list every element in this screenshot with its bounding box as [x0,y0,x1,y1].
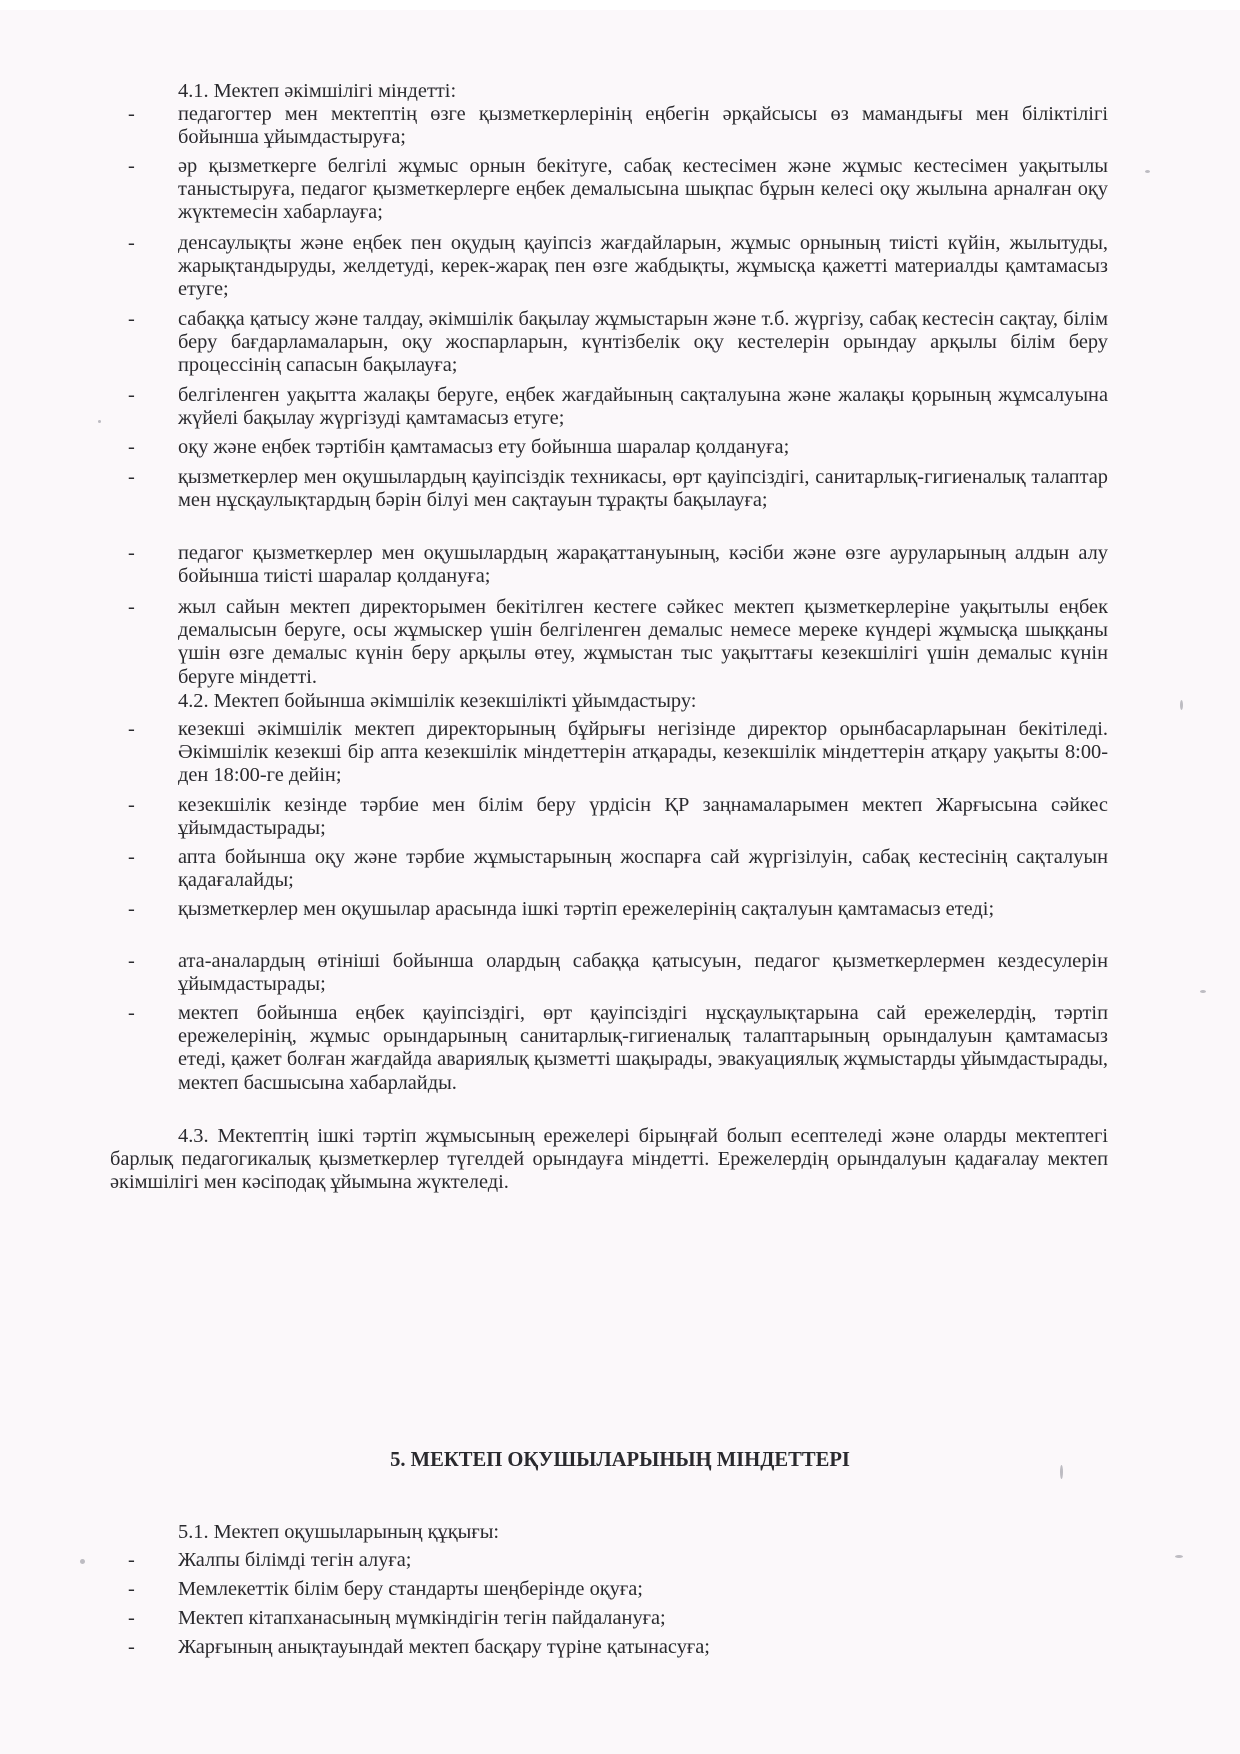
bullet-dash: - [128,384,135,406]
section-5-1-title: 5.1. Мектеп оқушыларының құқығы: [178,1521,500,1543]
list-item: - Мемлекеттік білім беру стандарты шеңберінде оқуға; [128,1578,643,1600]
bullet-dash: - [128,155,135,177]
scan-speck [1060,1465,1063,1479]
list-item: - оқу және еңбек тәртібін қамтамасыз ету бойынша шаралар қолдануға; [128,436,790,458]
list-item: - кезекші әкімшілік мектеп директорының бұйрығы негізінде директор орынбасарларынан бекітіледі. Әкімшілік кезекші бір апта кезекшілік міндеттерін атқарады, кезекшілік міндеттерін атқару уақыты 8:00-ден 18:00-ге дейін; [128,718,1108,787]
scan-speck [98,420,101,423]
bullet-dash: - [128,466,135,488]
bullet-dash: - [128,794,135,816]
bullet-dash: - [128,308,135,330]
bullet-dash: - [128,846,135,868]
bullet-dash: - [128,950,135,972]
section-4-1-title: 4.1. Мектеп әкімшілігі міндетті: [178,80,457,102]
bullet-dash: - [128,103,135,125]
bullet-dash: - [128,718,135,740]
list-item: - Жалпы білімді тегін алуға; [128,1549,412,1571]
list-item: - сабаққа қатысу және талдау, әкімшілік бақылау жұмыстарын және т.б. жүргізу, сабақ кестесін сақтау, білім беру бағдарламаларын, оқу жоспарларын, күнтізбелік оқу кестелерін орындау арқылы білім беру процессінің сапасын бақылауға; [128,308,1108,377]
bullet-dash: - [128,542,135,564]
list-item: - Мектеп кітапханасының мүмкіндігін тегін пайдалануға; [128,1607,666,1629]
list-item: - Жарғының анықтауындай мектеп басқару түріне қатынасуға; [128,1636,710,1658]
scan-speck [1200,990,1206,993]
bullet-dash: - [128,596,135,618]
bullet-dash: - [128,1002,135,1024]
list-item: - педагог қызметкерлер мен оқушылардың жарақаттануының, кәсіби және өзге ауруларының алдын алу бойынша тиісті шаралар қолдануға; [128,542,1108,588]
bullet-dash: - [128,1607,135,1629]
list-item: - қызметкерлер мен оқушылар арасында ішкі тәртіп ережелерінің сақталуын қамтамасыз етеді; [128,898,995,920]
bullet-dash: - [128,436,135,458]
bullet-dash: - [128,1578,135,1600]
list-item: - әр қызметкерге белгілі жұмыс орнын бекітуге, сабақ кестесімен және жұмыс кестесімен уақытылы таныстыруға, педагог қызметкерлерге еңбек демалысына шықпас бұрын келесі оқу жылына арналған оқу жүктемесін хабарлауға; [128,155,1108,224]
bullet-dash: - [128,1636,135,1658]
scan-speck [80,1559,85,1564]
list-item: - апта бойынша оқу және тәрбие жұмыстарының жоспарға сай жүргізілуін, сабақ кестесінің сақталуын қадағалайды; [128,846,1108,892]
section-4-3-paragraph: 4.3. Мектептің ішкі тәртіп жұмысының ережелері бірыңғай болып есептеледі және оларды мектептегі барлық педагогикалық қызметкерлер түгелдей орындауға міндетті. Ережелердің орындалуын қадағалау мектеп әкімшілігі мен кәсіподақ ұйымына жүктеледі. [110,1125,1108,1194]
list-item: - педагогтер мен мектептің өзге қызметкерлерінің еңбегін әрқайсысы өз мамандығы мен біліктілігі бойынша ұйымдастыруға; [128,103,1108,149]
scan-speck [1180,700,1183,710]
scan-speck [1175,1555,1183,1558]
bullet-dash: - [128,1549,135,1571]
list-item: - қызметкерлер мен оқушылардың қауіпсіздік техникасы, өрт қауіпсіздігі, санитарлық-гигиеналық талаптар мен нұсқаулықтардың бәрін білуі мен сақтауын тұрақты бақылауға; [128,466,1108,512]
list-item: - ата-аналардың өтініші бойынша олардың сабаққа қатысуын, педагог қызметкерлермен кездесулерін ұйымдастырады; [128,950,1108,996]
list-item: - кезекшілік кезінде тәрбие мен білім беру үрдісін ҚР заңнамаларымен мектеп Жарғысына сәйкес ұйымдастырады; [128,794,1108,840]
list-item: - белгіленген уақытта жалақы беруге, еңбек жағдайының сақталуына және жалақы қорының жұмсалуына жүйелі бақылау жүргізуді қамтамасыз етуге; [128,384,1108,430]
scan-speck [1145,170,1150,173]
list-item: - мектеп бойынша еңбек қауіпсіздігі, өрт қауіпсіздігі нұсқаулықтарына сай ережелердің, тәртіп ережелерінің, жұмыс орындарының санитарлық-гигиеналық талаптарының орындалуын қамтамасыз етеді, қажет болған жағдайда авариялық қызметті шақырады, эвакуациялық жұмыстарды ұйымдастырады, мектеп басшысына хабарлайды. [128,1002,1108,1094]
bullet-dash: - [128,232,135,254]
list-item: - жыл сайын мектеп директорымен бекітілген кестеге сәйкес мектеп қызметкерлеріне уақытылы еңбек демалысын беруге, осы жұмыскер үшін белгіленген демалыс немесе мереке күндері жұмысқа шыққаны үшін өзге демалыс күнін беру арқылы өтеу, жұмыстан тыс уақыттағы кезекшілігі үшін демалыс күнін беруге міндетті. [128,596,1108,688]
section-4-2-title: 4.2. Мектеп бойынша әкімшілік кезекшілікті ұйымдастыру: [178,690,697,712]
list-item: - денсаулықты және еңбек пен оқудың қауіпсіз жағдайларын, жұмыс орнының тиісті күйін, жылытуды, жарықтандыруды, желдетуді, керек-жарақ пен өзге жабдықты, жұмысқа қажетті материалды қамтамасыз етуге; [128,232,1108,301]
bullet-dash: - [128,898,135,920]
section-5-heading: 5. МЕКТЕП ОҚУШЫЛАРЫНЫҢ МІНДЕТТЕРІ [390,1449,850,1471]
